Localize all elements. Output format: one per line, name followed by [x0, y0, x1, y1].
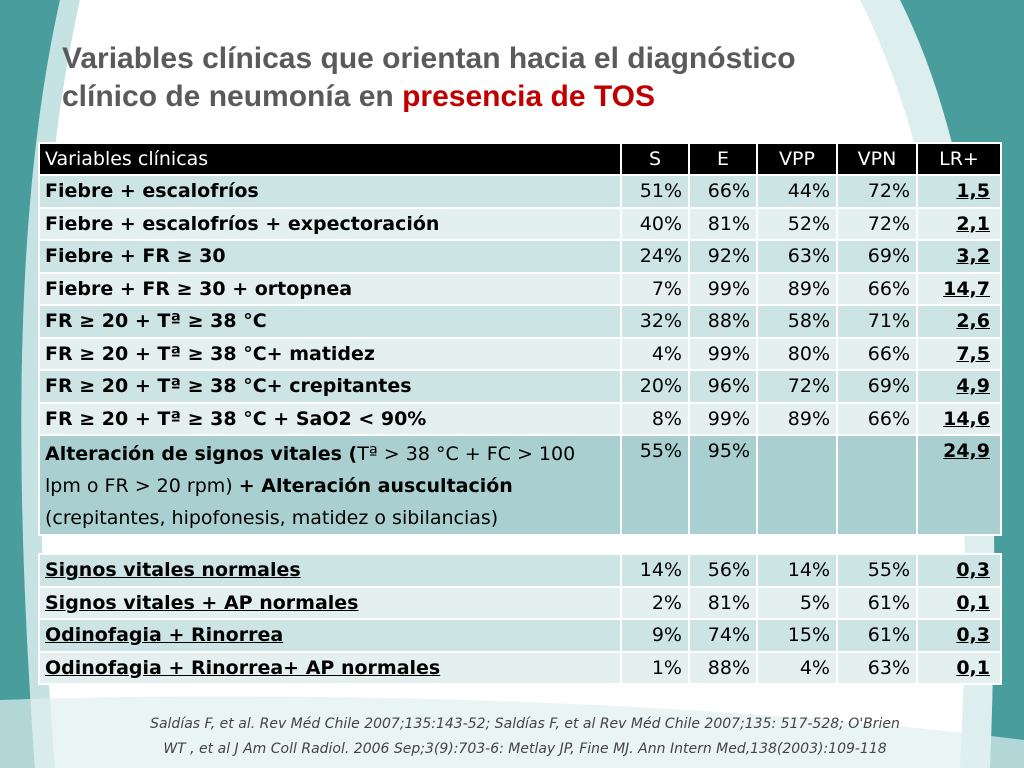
cell-e: 56% [689, 554, 757, 587]
cell-lr: 4,9 [917, 370, 1001, 403]
combined-vpp [757, 435, 837, 535]
header-vpp: VPP [757, 143, 837, 175]
title-line-2-plain: clínico de neumonía en [62, 80, 403, 113]
table-row [39, 305, 1001, 338]
cell-vpp: 15% [757, 619, 837, 652]
cell-e: 88% [689, 305, 757, 338]
cell-e: 99% [689, 403, 757, 436]
cell-lr: 0,3 [917, 619, 1001, 652]
cell-vpp: 5% [757, 587, 837, 620]
combined-label-part4: (crepitantes, hipofonesis, matidez o sibilancias) [45, 507, 499, 529]
cell-lr: 0,1 [917, 652, 1001, 685]
cell-e: 96% [689, 370, 757, 403]
cell-vpn: 66% [837, 403, 917, 436]
cell-e: 92% [689, 240, 757, 273]
table-header-row [39, 143, 1001, 175]
cell-lr: 3,2 [917, 240, 1001, 273]
cell-vpp: 4% [757, 652, 837, 685]
combined-label-part1: Alteración de signos vitales ( [45, 443, 358, 465]
cell-lr: 2,1 [917, 208, 1001, 241]
cell-label: Fiebre + escalofríos + expectoración [39, 208, 621, 241]
cell-vpn: 69% [837, 370, 917, 403]
cell-lr: 2,6 [917, 305, 1001, 338]
cell-vpn: 66% [837, 273, 917, 306]
cell-s: 9% [621, 619, 689, 652]
cell-vpp: 63% [757, 240, 837, 273]
cell-vpp: 72% [757, 370, 837, 403]
cell-vpp: 14% [757, 554, 837, 587]
cell-vpn: 72% [837, 208, 917, 241]
header-lr: LR+ [917, 143, 1001, 175]
cell-vpp: 52% [757, 208, 837, 241]
combined-s: 55% [621, 435, 689, 535]
cell-vpp: 44% [757, 175, 837, 208]
cell-label: Odinofagia + Rinorrea+ AP normales [39, 652, 621, 685]
cell-vpp: 89% [757, 273, 837, 306]
cell-s: 20% [621, 370, 689, 403]
table-row [39, 652, 1001, 685]
cell-label: Fiebre + FR ≥ 30 + ortopnea [39, 273, 621, 306]
table-row [39, 587, 1001, 620]
cell-label: FR ≥ 20 + Tª ≥ 38 °C [39, 305, 621, 338]
citation-line-2: WT , et al J Am Coll Radiol. 2006 Sep;3(9):703-6: Metlay JP, Fine MJ. Ann Intern Med,138(2003):109-118 [163, 741, 887, 757]
cell-vpn: 61% [837, 587, 917, 620]
cell-e: 66% [689, 175, 757, 208]
combined-label-part3: + Alteración auscultación [238, 475, 513, 497]
title-line-2 [62, 78, 942, 116]
header-s: S [621, 143, 689, 175]
cell-s: 51% [621, 175, 689, 208]
cell-e: 88% [689, 652, 757, 685]
cell-s: 7% [621, 273, 689, 306]
cell-label: FR ≥ 20 + Tª ≥ 38 °C + SaO2 < 90% [39, 403, 621, 436]
cell-vpp: 80% [757, 338, 837, 371]
table-row [39, 240, 1001, 273]
cell-label: Fiebre + FR ≥ 30 [39, 240, 621, 273]
cell-e: 99% [689, 273, 757, 306]
header-variables: Variables clínicas [39, 143, 621, 175]
cell-s: 1% [621, 652, 689, 685]
cell-e: 99% [689, 338, 757, 371]
citation [60, 712, 990, 762]
title-highlight: presencia de TOS [402, 80, 655, 113]
table-row [39, 370, 1001, 403]
combined-label-part2: Tª > 38 °C + FC > 100 lpm o FR > 20 rpm) [45, 443, 576, 497]
header-e: E [689, 143, 757, 175]
cell-e: 81% [689, 208, 757, 241]
cell-s: 4% [621, 338, 689, 371]
combined-e: 95% [689, 435, 757, 535]
cell-e: 81% [689, 587, 757, 620]
cell-vpp: 58% [757, 305, 837, 338]
cell-lr: 0,3 [917, 554, 1001, 587]
normal-signs-table [38, 553, 1002, 685]
slide-title [62, 40, 942, 116]
combined-vpn [837, 435, 917, 535]
cell-s: 40% [621, 208, 689, 241]
cell-label: Signos vitales + AP normales [39, 587, 621, 620]
cell-vpn: 66% [837, 338, 917, 371]
cell-lr: 14,7 [917, 273, 1001, 306]
cell-vpn: 69% [837, 240, 917, 273]
cell-vpn: 55% [837, 554, 917, 587]
cell-label: Signos vitales normales [39, 554, 621, 587]
cell-s: 32% [621, 305, 689, 338]
cell-s: 8% [621, 403, 689, 436]
cell-vpn: 61% [837, 619, 917, 652]
cell-e: 74% [689, 619, 757, 652]
table-row [39, 175, 1001, 208]
cell-s: 2% [621, 587, 689, 620]
cell-label: FR ≥ 20 + Tª ≥ 38 °C+ matidez [39, 338, 621, 371]
cell-s: 24% [621, 240, 689, 273]
cell-vpn: 72% [837, 175, 917, 208]
cell-vpp: 89% [757, 403, 837, 436]
cell-label: FR ≥ 20 + Tª ≥ 38 °C+ crepitantes [39, 370, 621, 403]
table-row [39, 619, 1001, 652]
cell-lr: 14,6 [917, 403, 1001, 436]
header-vpn: VPN [837, 143, 917, 175]
combined-lr: 24,9 [917, 435, 1001, 535]
cell-lr: 7,5 [917, 338, 1001, 371]
table-row [39, 208, 1001, 241]
cell-s: 14% [621, 554, 689, 587]
cell-vpn: 71% [837, 305, 917, 338]
table-row [39, 338, 1001, 371]
table-row [39, 554, 1001, 587]
table-row [39, 403, 1001, 436]
citation-line-1: Saldías F, et al. Rev Méd Chile 2007;135:143-52; Saldías F, et al Rev Méd Chile 2007;135: 517-528; O'Brien [150, 716, 900, 732]
cell-label: Odinofagia + Rinorrea [39, 619, 621, 652]
table-row [39, 273, 1001, 306]
table-row-combined [39, 435, 1001, 535]
title-line-1: Variables clínicas que orientan hacia el diagnóstico [62, 42, 796, 75]
cell-label: Fiebre + escalofríos [39, 175, 621, 208]
cell-lr: 0,1 [917, 587, 1001, 620]
cell-vpn: 63% [837, 652, 917, 685]
combined-label [39, 435, 621, 535]
clinical-variables-table [38, 142, 1002, 536]
cell-lr: 1,5 [917, 175, 1001, 208]
